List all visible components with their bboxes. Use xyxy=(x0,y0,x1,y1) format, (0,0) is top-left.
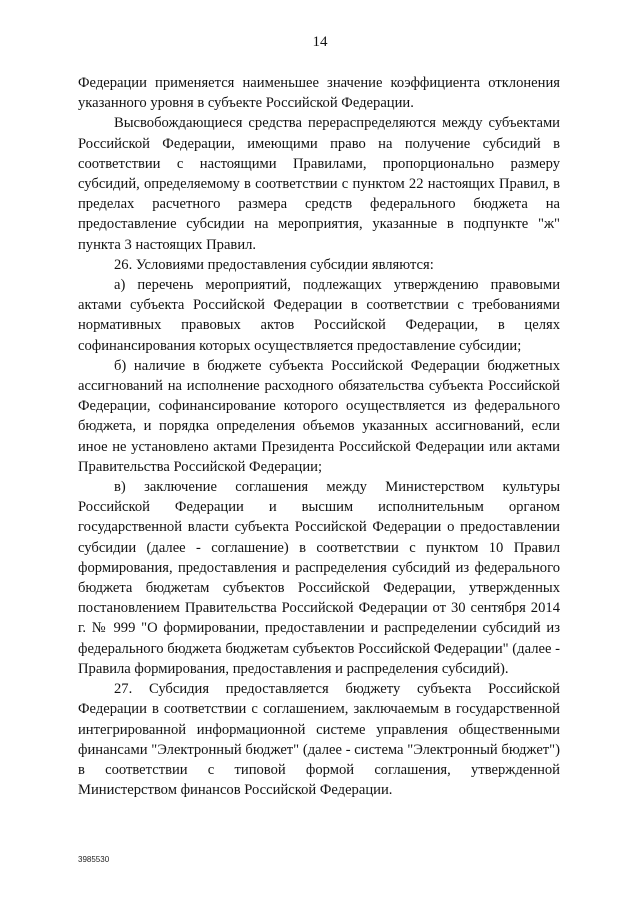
paragraph-26-a: а) перечень мероприятий, подлежащих утверждению правовыми актами субъекта Российской Федерации в соответствии с требованиями нормативных правовых актов Российской Федерации, в целях софинансирования которых осуществляется предоставление субсидии; xyxy=(78,277,560,354)
page-number: 14 xyxy=(312,34,328,50)
paragraph-27: 27. Субсидия предоставляется бюджету субъекта Российской Федерации в соответствии с соглашением, заключаемым в государственной интегрированной информационной системе управления общественными финансами "Электронный бюджет" (далее - система "Электронный бюджет") в соответствии с типовой формой соглашения, утвержденной Министерством финансов Российской Федерации. xyxy=(78,681,560,799)
paragraph-continuation: Федерации применяется наименьшее значение коэффициента отклонения указанного уровня в субъекте Российской Федерации. xyxy=(78,75,560,112)
paragraph-reallocation: Высвобождающиеся средства перераспределяются между субъектами Российской Федерации, имеющими право на получение субсидий в соответствии с настоящими Правилами, пропорционально размеру субсидий, определяемому в соответствии с пунктом 22 настоящих Правил, в пределах расчетного размера средств федерального бюджета на предоставление субсидии на мероприятия, указанные в подпункте "ж" пункта 3 настоящих Правил. xyxy=(78,115,560,253)
document-code: 3985530 xyxy=(78,855,110,864)
paragraph-26-v: в) заключение соглашения между Министерством культуры Российской Федерации и высшим исполнительным органом государственной власти субъекта Российской Федерации о предоставлении субсидии (далее - соглашение) в соответствии с пунктом 10 Правил формирования, предоставления и распределения субсидий из федерального бюджета бюджетам субъектов Российской Федерации, утвержденных постановлением Правительства Российской Федерации от 30 сентября 2014 г. № 999 "О формировании, предоставлении и распределении субсидий из федерального бюджета бюджетам субъектов Российской Федерации" (далее - Правила формирования, предоставления и распределения субсидий). xyxy=(78,479,560,677)
document-body xyxy=(78,73,560,800)
paragraph-26-heading: 26. Условиями предоставления субсидии являются: xyxy=(114,256,434,273)
paragraph-26-b: б) наличие в бюджете субъекта Российской Федерации бюджетных ассигнований на исполнение расходного обязательства субъекта Российской Федерации, софинансирование которого осуществляется из федерального бюджета, и порядка определения объемов указанных ассигнований, если иное не установлено актами Президента Российской Федерации или актами Правительства Российской Федерации; xyxy=(78,357,560,475)
